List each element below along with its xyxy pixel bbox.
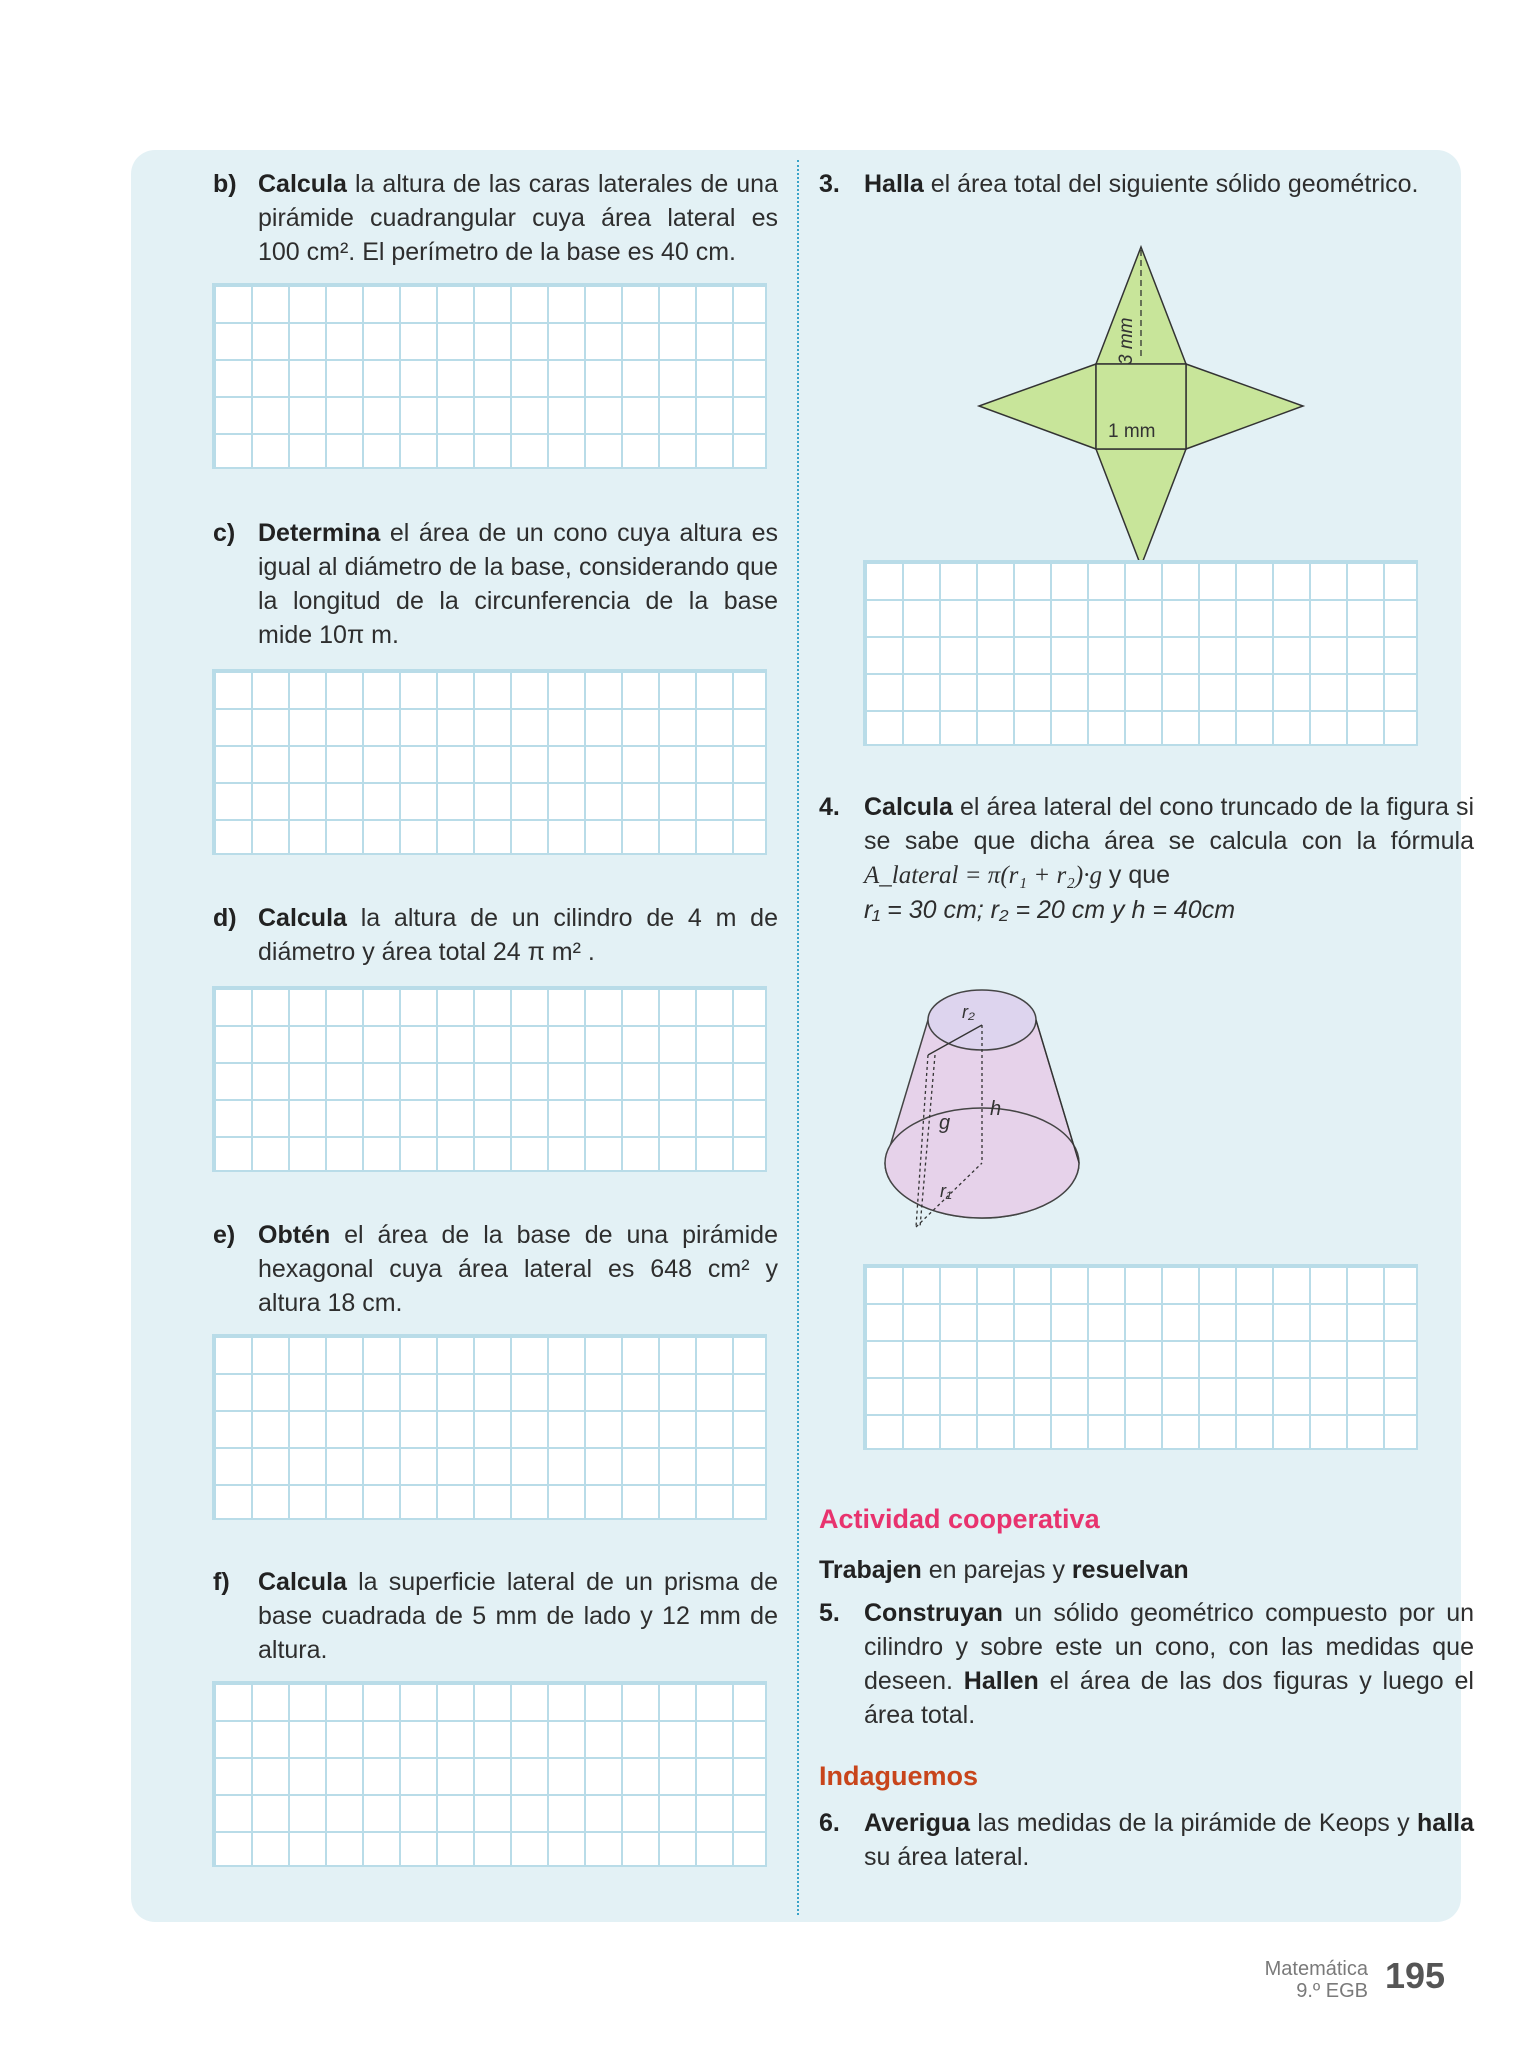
answer-grid[interactable] — [212, 986, 767, 1172]
frustum-top-base — [928, 990, 1036, 1050]
h-label: h — [990, 1098, 1002, 1120]
exercise-label: 6. — [819, 1809, 840, 1837]
exercise-f — [213, 1565, 778, 1667]
exercise-label: 5. — [819, 1599, 840, 1627]
answer-grid[interactable] — [863, 560, 1418, 746]
exercise-verb: Averigua — [864, 1809, 971, 1837]
exercise-verb: Determina — [258, 519, 381, 547]
inquiry-title: Indaguemos — [819, 1761, 979, 1791]
exercise-verb: Calcula — [258, 904, 347, 932]
truncated-cone-figure — [880, 985, 1150, 1250]
exercise-d — [213, 901, 778, 969]
r2-label: r₂ — [962, 1002, 975, 1022]
net-face-right — [1186, 364, 1303, 449]
exercise-label: b) — [213, 170, 237, 198]
exercise-text: un sólido geométrico compuesto por un cilindro y sobre este un cono, con las medidas que deseen. — [864, 1599, 1474, 1695]
page-number: 195 — [1385, 1955, 1446, 1996]
cooperative-title: Actividad cooperativa — [819, 1504, 1100, 1534]
exercise-label: f) — [213, 1568, 230, 1596]
exercise-5 — [819, 1596, 1474, 1732]
exercise-text: el área de un cono cuya altura es igual al diámetro de la base, considerando que la longitud de la circunferencia de la base mide 10π m. — [258, 519, 778, 649]
net-face-bottom — [1096, 449, 1186, 566]
exercise-text: el área total del siguiente sólido geométrico. — [923, 170, 1419, 198]
given-values: r₁ = 30 cm; r₂ = 20 cm y h = 40cm — [864, 896, 1236, 924]
footer-grade: 9.º EGB — [1296, 1980, 1368, 2002]
exercise-text-2: el área de las dos figuras y luego el área total. — [864, 1667, 1474, 1729]
intro-verb-1: Trabajen — [819, 1556, 922, 1584]
exercise-text: la altura de las caras laterales de una pirámide cuadrangular cuya área lateral es 100 cm². El perímetro de la base es 40 cm. — [258, 170, 778, 266]
exercise-verb: Halla — [864, 170, 924, 198]
column-divider — [797, 160, 799, 1915]
exercise-text-2: su área lateral. — [864, 1843, 1030, 1871]
answer-grid[interactable] — [863, 1264, 1418, 1450]
exercise-verb: Calcula — [258, 170, 347, 198]
exercise-verb: Calcula — [258, 1568, 347, 1596]
lateral-area-formula: A_lateral = π(r₁ + r₂)·g — [864, 862, 1102, 889]
g-label: g — [939, 1112, 951, 1134]
answer-grid[interactable] — [212, 1334, 767, 1520]
exercise-e — [213, 1218, 778, 1320]
intro-verb-2: resuelvan — [1071, 1556, 1189, 1584]
exercise-4 — [819, 790, 1474, 927]
exercise-label: e) — [213, 1221, 236, 1249]
exercise-3 — [819, 167, 1474, 201]
exercise-verb: Obtén — [258, 1221, 331, 1249]
exercise-b — [213, 167, 778, 269]
r1-label: r₁ — [940, 1181, 952, 1201]
exercise-label: d) — [213, 904, 237, 932]
exercise-verb: Construyan — [864, 1599, 1003, 1627]
exercise-text: las medidas de la pirámide de Keops y — [970, 1809, 1418, 1837]
exercise-label: c) — [213, 519, 236, 547]
pyramid-net-figure — [970, 240, 1320, 570]
exercise-text: la altura de un cilindro de 4 m de diámetro y área total 24 π m² . — [258, 904, 778, 966]
exercise-6 — [819, 1806, 1474, 1874]
exercise-verb-2: Hallen — [963, 1667, 1039, 1695]
intro-text: en parejas y — [921, 1556, 1072, 1584]
exercise-text-tail: y que — [1101, 861, 1171, 889]
footer-subject-name: Matemática — [1264, 1958, 1368, 1980]
exercise-text: la superficie lateral de un prisma de base cuadrada de 5 mm de lado y 12 mm de altura. — [258, 1568, 778, 1664]
net-height-label: 3 mm — [1116, 317, 1137, 365]
exercise-c — [213, 516, 778, 652]
exercise-verb: Calcula — [864, 793, 953, 821]
exercise-label: 3. — [819, 170, 840, 198]
answer-grid[interactable] — [212, 283, 767, 469]
answer-grid[interactable] — [212, 1681, 767, 1867]
net-side-label: 1 mm — [1108, 421, 1156, 442]
answer-grid[interactable] — [212, 669, 767, 855]
net-face-left — [979, 364, 1096, 449]
exercise-verb-2: halla — [1417, 1809, 1474, 1837]
exercise-text: el área de la base de una pirámide hexagonal cuya área lateral es 648 cm² y altura 18 cm. — [258, 1221, 778, 1317]
exercise-text: el área lateral del cono truncado de la figura si se sabe que dicha área se calcula con la fórmula — [864, 793, 1474, 855]
footer-subject — [1265, 1958, 1368, 2002]
exercise-label: 4. — [819, 793, 840, 821]
cooperative-intro — [819, 1553, 1429, 1587]
